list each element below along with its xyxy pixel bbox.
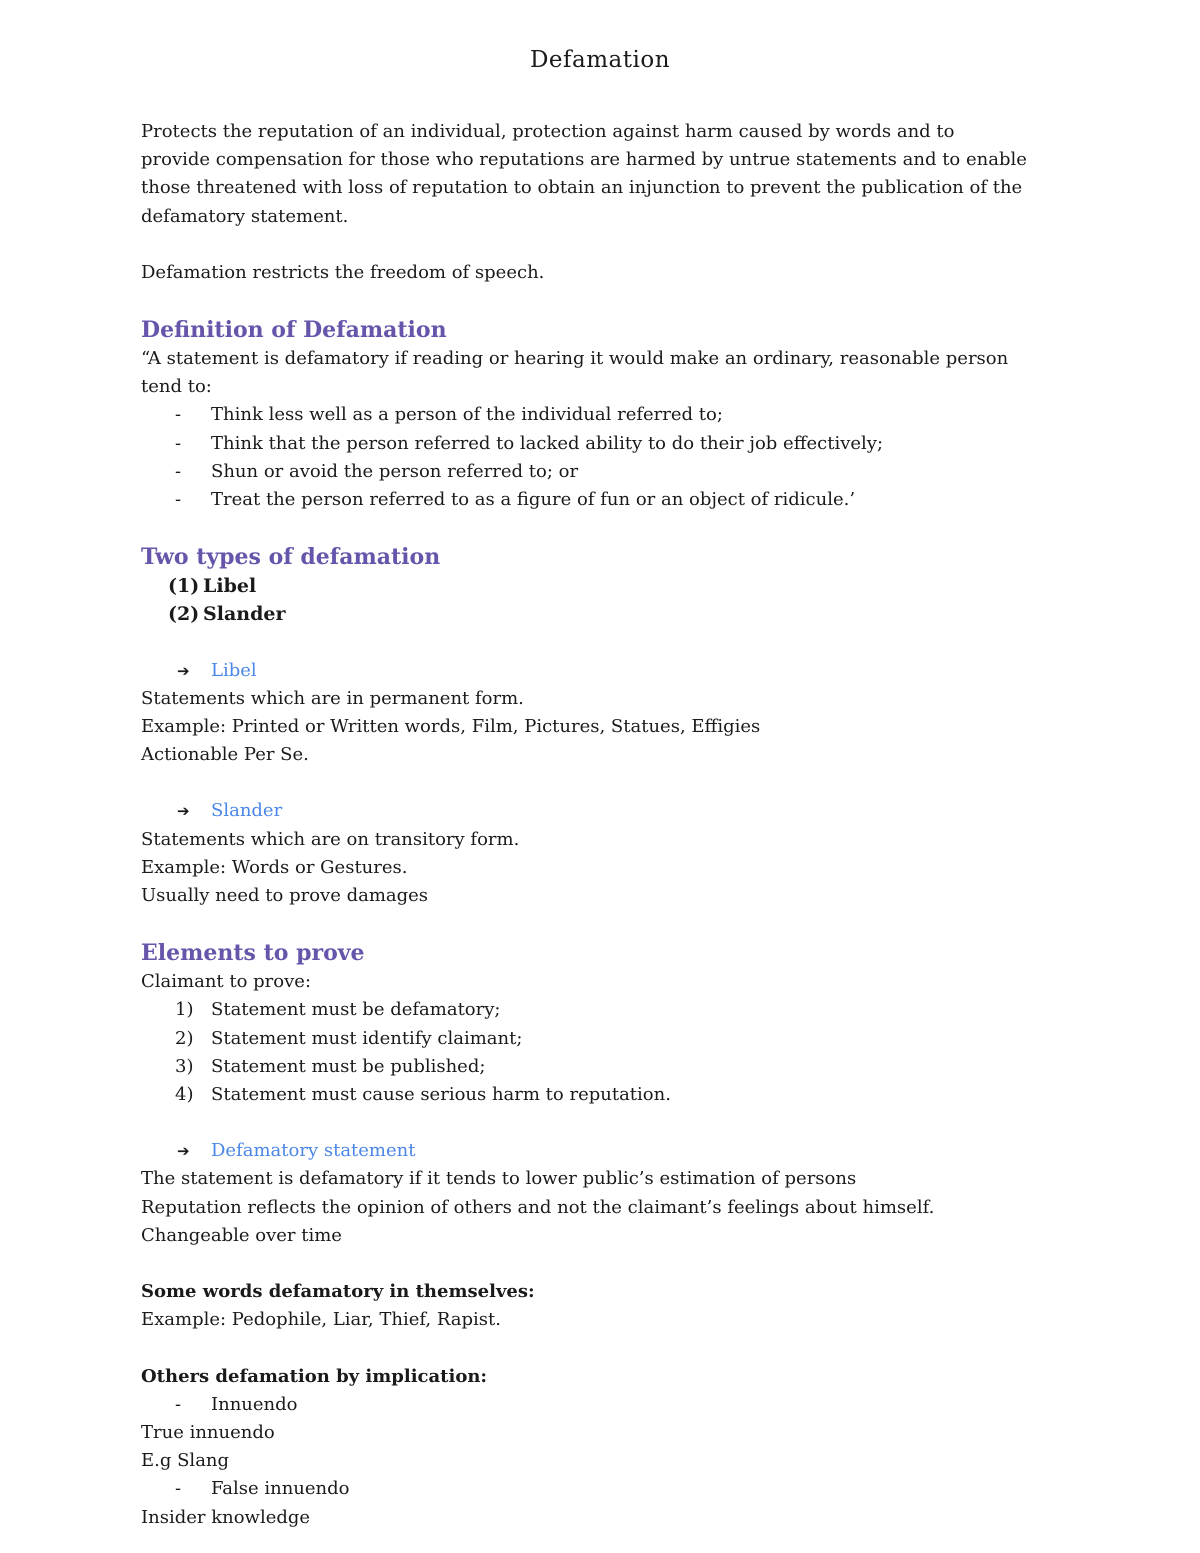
intro-line: those threatened with loss of reputation to obtain an injunction to prevent the publication of the [141,177,1023,199]
element-item: 1) Statement must be defamatory; [175,999,501,1021]
definition-line: tend to: [141,376,212,398]
dash-marker: - [175,432,182,454]
element-item: 4) Statement must cause serious harm to reputation. [175,1084,671,1106]
true-innuendo-line: True innuendo [141,1421,275,1443]
intro-line: Protects the reputation of an individual, protection against harm caused by words and to [141,121,955,142]
arrow-icon: ➔ [177,802,190,821]
intro-line: provide compensation for those who reputations are harmed by untrue statements and to enable [141,149,1027,171]
some-words-heading: Some words defamatory in themselves: [141,1281,535,1303]
definition-item: - Think less well as a person of the individual referred to; [141,401,1071,429]
dash-marker: - [175,1478,182,1500]
restricts-line: Defamation restricts the freedom of speech. [141,261,545,283]
intro-line: defamatory statement. [141,205,349,227]
slander-line: Usually need to prove damages [141,885,429,907]
type-item: (1) Libel [168,575,257,598]
elements-intro: Claimant to prove: [141,971,312,993]
insider-line: Insider knowledge [141,1506,311,1528]
slander-line: Statements which are on transitory form. [141,828,520,850]
definition-item: - Treat the person referred to as a figure of fun or an object of ridicule.’ [141,486,1071,514]
slander-subheading: ➔ Slander [141,797,1071,825]
libel-line: Actionable Per Se. [141,744,309,766]
page-title: Defamation [529,47,671,73]
implication-heading: Others defamation by implication: [141,1365,488,1387]
types-heading: Two types of defamation [141,544,441,571]
libel-subheading: ➔ Libel [141,657,1071,685]
dash-marker: - [175,489,182,511]
element-item: 3) Statement must be published; [175,1055,486,1077]
definition-heading: Definition of Defamation [141,317,447,344]
innuendo-item: - Innuendo [141,1391,1071,1419]
some-words-example: Example: Pedophile, Liar, Thief, Rapist. [141,1309,501,1331]
libel-line: Example: Printed or Written words, Film, Pictures, Statues, Effigies [141,716,761,738]
eg-line: E.g Slang [141,1450,230,1472]
defamatory-statement-subheading: ➔ Defamatory statement [141,1137,1071,1165]
definition-line: “A statement is defamatory if reading or hearing it would make an ordinary, reasonable person [141,348,1009,370]
document-page [141,44,1071,1532]
arrow-icon: ➔ [177,661,190,680]
element-item: 2) Statement must identify claimant; [175,1027,523,1049]
definition-item: - Think that the person referred to lacked ability to do their job effectively; [141,430,1071,458]
dash-marker: - [175,1393,182,1415]
defamatory-statement-line: The statement is defamatory if it tends to lower public’s estimation of persons [141,1168,857,1190]
defamatory-statement-line: Reputation reflects the opinion of others and not the claimant’s feelings about himself. [141,1196,935,1218]
dash-marker: - [175,404,182,426]
libel-line: Statements which are in permanent form. [141,687,524,709]
elements-heading: Elements to prove [141,940,365,967]
dash-marker: - [175,460,182,482]
arrow-icon: ➔ [177,1142,190,1161]
defamatory-statement-line: Changeable over time [141,1224,342,1246]
type-item: (2) Slander [168,603,286,626]
false-innuendo-item: - False innuendo [141,1475,1071,1503]
definition-item: - Shun or avoid the person referred to; or [141,458,1071,486]
slander-line: Example: Words or Gestures. [141,856,408,878]
